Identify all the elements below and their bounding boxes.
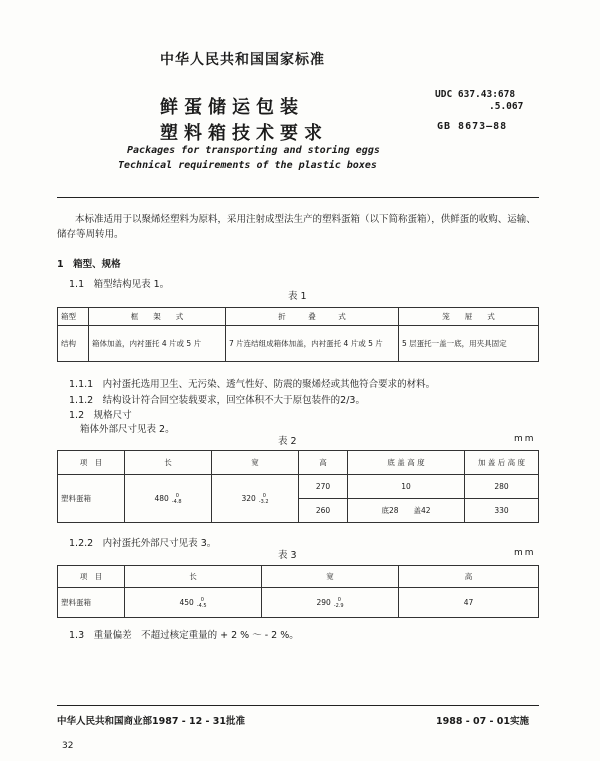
table2-length-value: 480: [154, 493, 169, 503]
title-en-line2: Technical requirements of the plastic boxes: [118, 160, 377, 171]
footer-rule: [57, 705, 539, 706]
table2-width-cell: [212, 475, 299, 523]
table1-header-cell: 笼 屉 式: [399, 308, 539, 326]
table3-header-cell: 项 目: [58, 566, 125, 588]
tol-upper: 0: [175, 492, 179, 499]
table2-header-cell: 高: [299, 451, 348, 475]
table3-length-value: 450: [179, 597, 194, 607]
clause-1-1-1: 1.1.1 内衬蛋托选用卫生、无污染、透气性好、防震的聚烯烃或其他符合要求的材料。: [69, 379, 436, 390]
table3-item-cell: 塑料蛋箱: [58, 588, 125, 618]
table2-header-cell: 底 盖 高 度: [348, 451, 465, 475]
table2-width-tolerance: [259, 493, 269, 505]
clause-1-3: 1.3 重量偏差 不超过核定重量的 + 2 % ～ - 2 %。: [69, 630, 299, 641]
table3-row: [58, 588, 539, 618]
table2-unit: mm: [514, 434, 536, 444]
title-cn-line2: 塑料箱技术要求: [160, 123, 328, 144]
table2-item-cell: 塑料蛋箱: [58, 475, 125, 523]
table3-length-cell: [125, 588, 262, 618]
table3-header-cell: 高: [399, 566, 539, 588]
table2-total-cell: 330: [465, 499, 539, 523]
udc-line2: .5.067: [489, 101, 524, 112]
table3-length-tolerance: [197, 597, 207, 609]
udc-code: [435, 89, 523, 113]
table2-base-lid-cell: 底28 盖42: [348, 499, 465, 523]
table3-width-cell: [262, 588, 399, 618]
footer-issuer: 中华人民共和国商业部1987 - 12 - 31批准: [57, 716, 245, 727]
table2-header-cell: 宽: [212, 451, 299, 475]
table1-header-cell: 箱型: [58, 308, 89, 326]
table1-row: [58, 326, 539, 362]
tol-lower: -3.2: [258, 498, 269, 505]
tol-lower: -2.9: [333, 602, 344, 609]
tol-upper: 0: [337, 596, 341, 603]
udc-line1: UDC 637.43:678: [435, 89, 516, 100]
footer-effective-date: 1988 - 07 - 01实施: [436, 716, 529, 727]
table1-caption: 表 1: [288, 291, 307, 302]
table2-header-cell: 加 盖 后 高 度: [465, 451, 539, 475]
table3-width-value: 290: [316, 597, 331, 607]
table1-cell: 5 层蛋托一盖一底，用夹具固定: [399, 326, 539, 362]
tol-lower: -4.8: [171, 498, 182, 505]
table2-height-cell: 260: [299, 499, 348, 523]
table1-cell: 结构: [58, 326, 89, 362]
table3-unit: mm: [514, 548, 536, 558]
table1-cell: 箱体加盖，内衬蛋托 4 片或 5 片: [89, 326, 226, 362]
table2-length-tolerance: [172, 493, 182, 505]
table2-row: [58, 475, 539, 499]
table3-caption: 表 3: [278, 550, 297, 561]
table3-header-cell: 宽: [262, 566, 399, 588]
table2-header-cell: 长: [125, 451, 212, 475]
clause-1-2: 1.2 规格尺寸: [69, 410, 132, 421]
page-number: 32: [62, 741, 74, 751]
table2-header-cell: 项 目: [58, 451, 125, 475]
table3-width-tolerance: [334, 597, 344, 609]
table1-header-cell: 折 叠 式: [226, 308, 399, 326]
table2-caption: 表 2: [278, 436, 297, 447]
table2-total-cell: 280: [465, 475, 539, 499]
tol-upper: 0: [262, 492, 266, 499]
tol-lower: -4.5: [196, 602, 207, 609]
header-rule: [57, 197, 539, 198]
table2-header-row: [58, 451, 539, 475]
tol-upper: 0: [200, 596, 204, 603]
table2-height-cell: 270: [299, 475, 348, 499]
table2-width-value: 320: [241, 493, 256, 503]
table3-header-row: [58, 566, 539, 588]
clause-1-2-text: 箱体外部尺寸见表 2。: [80, 424, 175, 435]
table1-header-cell: 框 架 式: [89, 308, 226, 326]
clause-1-1-2: 1.1.2 结构设计符合回空装载要求，回空体积不大于原包装件的2/3。: [69, 395, 365, 406]
table2-base-lid-cell: 10: [348, 475, 465, 499]
table-3: [57, 565, 539, 618]
section-1-heading: 1 箱型、规格: [57, 259, 121, 270]
clause-1-2-2: 1.2.2 内衬蛋托外部尺寸见表 3。: [69, 538, 217, 549]
table1-cell: 7 片连结组成箱体加盖，内衬蛋托 4 片或 5 片: [226, 326, 399, 362]
table3-height-cell: 47: [399, 588, 539, 618]
gb-number: GB 8673—88: [437, 121, 508, 132]
table-2: [57, 450, 539, 523]
clause-1-1: 1.1 箱型结构见表 1。: [69, 279, 170, 290]
title-en-line1: Packages for transporting and storing eggs: [127, 145, 380, 156]
table-1: [57, 307, 539, 362]
table2-length-cell: [125, 475, 212, 523]
standard-name: 中华人民共和国国家标准: [160, 52, 325, 68]
intro-paragraph: 本标准适用于以聚烯烃塑料为原料，采用注射成型法生产的塑料蛋箱（以下简称蛋箱），供鲜蛋的收购、运输、储存等周转用。: [57, 214, 536, 240]
title-cn-line1: 鲜蛋储运包装: [160, 97, 304, 118]
table1-header-row: [58, 308, 539, 326]
table3-header-cell: 长: [125, 566, 262, 588]
